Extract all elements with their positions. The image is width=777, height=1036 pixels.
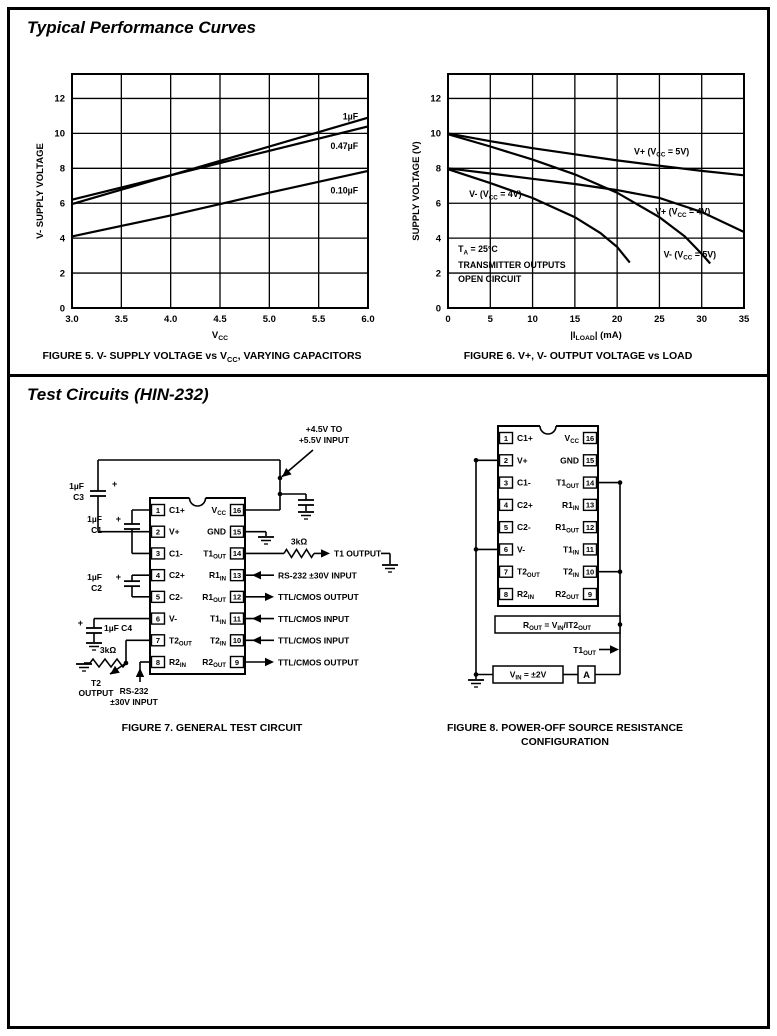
series-line-0 <box>448 133 744 175</box>
svg-text:V+: V+ <box>517 455 528 466</box>
svg-text:R1IN: $R1_{IN}$ <box>209 570 226 583</box>
svg-text:12: 12 <box>232 592 242 602</box>
svg-text:+5.5V INPUT: +5.5V INPUT <box>298 435 350 445</box>
svg-text:C2+: C2+ <box>517 499 533 510</box>
svg-text:11: 11 <box>233 614 241 624</box>
svg-text:R2OUT: $R2_{OUT}$ <box>555 589 579 602</box>
svg-text:4: 4 <box>503 500 509 510</box>
svg-text:0: 0 <box>59 303 65 315</box>
svg-text:R2OUT: $R2_{OUT}$ <box>202 657 226 670</box>
svg-text:12: 12 <box>585 522 595 532</box>
svg-text:0.10µF: 0.10µF <box>330 185 359 196</box>
svg-text:10: 10 <box>54 128 65 140</box>
svg-text:VIN = ±2V: $V_{IN} = \pm 2V$ <box>509 669 547 682</box>
performance-curves-title: Typical Performance Curves <box>27 18 256 37</box>
svg-text:10: 10 <box>232 636 242 646</box>
section-divider <box>7 374 770 377</box>
svg-text:6: 6 <box>155 614 161 624</box>
svg-text:3: 3 <box>503 478 509 488</box>
svg-text:V+: V+ <box>169 526 180 537</box>
svg-text:6: 6 <box>435 198 441 210</box>
svg-text:3kΩ: 3kΩ <box>290 536 308 547</box>
svg-text:T1OUT: $T1_{OUT}$ <box>556 477 579 490</box>
figure8-circuit <box>458 416 758 716</box>
svg-text:VCC: $V_{CC}$ <box>564 433 579 446</box>
svg-text:13: 13 <box>585 500 595 510</box>
svg-text:0.47µF: 0.47µF <box>330 141 359 152</box>
svg-text:3: 3 <box>155 549 161 559</box>
figure8-caption-line2: CONFIGURATION <box>521 735 609 748</box>
svg-text:16: 16 <box>585 433 595 443</box>
svg-text:+4.5V TO: +4.5V TO <box>305 424 343 434</box>
svg-text:T1 OUTPUT: T1 OUTPUT <box>334 548 382 559</box>
svg-text:9: 9 <box>587 589 593 599</box>
svg-text:12: 12 <box>54 93 65 105</box>
figure5-caption: FIGURE 5. V- SUPPLY VOLTAGE vs $V_{CC}$, VARYING CAPACITORS <box>42 350 362 365</box>
svg-text:5: 5 <box>503 522 509 532</box>
svg-text:TRANSMITTER OUTPUTS: TRANSMITTER OUTPUTS <box>458 259 566 270</box>
svg-text:OUTPUT: OUTPUT <box>78 688 114 698</box>
svg-text:1µF C4: 1µF C4 <box>104 623 133 633</box>
svg-text:1µF: 1µF <box>69 481 84 491</box>
svg-text:10: 10 <box>430 128 441 140</box>
svg-text:10: 10 <box>527 314 538 325</box>
svg-text:35: 35 <box>738 314 750 325</box>
svg-text:T2IN: $T2_{IN}$ <box>209 635 226 648</box>
svg-text:+: + <box>77 618 83 628</box>
svg-text:V- SUPPLY VOLTAGE: V- SUPPLY VOLTAGE <box>35 143 46 239</box>
svg-text:14: 14 <box>585 478 595 488</box>
svg-text:TTL/CMOS INPUT: TTL/CMOS INPUT <box>278 613 350 624</box>
svg-text:|ILOAD| (mA): $|I_{LOAD}|$ (mA) <box>570 330 622 343</box>
svg-text:T2IN: $T2_{IN}$ <box>562 566 579 579</box>
svg-text:+: + <box>115 572 121 583</box>
svg-text:C2: C2 <box>91 583 102 594</box>
svg-text:12: 12 <box>430 93 441 105</box>
svg-text:T2OUT: $T2_{OUT}$ <box>169 635 192 648</box>
svg-text:ROUT = VIN/IT2OUT: $R_{OUT} = V_{IN}/IT2_{OUT}$ <box>523 620 591 633</box>
svg-text:6: 6 <box>59 198 65 210</box>
svg-text:1: 1 <box>503 433 509 443</box>
svg-text:TTL/CMOS OUTPUT: TTL/CMOS OUTPUT <box>278 592 359 603</box>
svg-text:C1+: C1+ <box>517 433 533 443</box>
svg-text:R1IN: $R1_{IN}$ <box>562 499 579 513</box>
svg-text:T2: T2 <box>91 678 101 688</box>
svg-text:14: 14 <box>232 549 242 559</box>
svg-text:V-: V- <box>169 613 178 624</box>
svg-text:6.0: 6.0 <box>361 314 375 325</box>
svg-text:VCC: $V_{CC}$ <box>211 505 226 518</box>
svg-text:8: 8 <box>503 589 509 599</box>
tick-labels <box>54 94 374 325</box>
svg-text:V+ (VCC = 5V): $V+ (V_{CC} = 5V)$ <box>634 146 690 159</box>
svg-text:2: 2 <box>503 456 509 466</box>
svg-text:4: 4 <box>59 233 65 245</box>
svg-text:25: 25 <box>654 314 665 325</box>
svg-text:GND: GND <box>560 455 579 466</box>
test-circuits-title: Test Circuits (HIN-232) <box>27 385 209 404</box>
svg-text:R1OUT: $R1_{OUT}$ <box>202 591 226 605</box>
svg-text:10: 10 <box>585 567 595 577</box>
figure7-circuit <box>28 416 418 726</box>
svg-text:RS-232: RS-232 <box>119 686 149 696</box>
svg-text:2: 2 <box>59 268 65 280</box>
svg-text:A: A <box>583 670 590 681</box>
svg-text:C1+: C1+ <box>169 505 185 515</box>
svg-text:1µF: 1µF <box>87 572 102 583</box>
svg-text:VCC: $V_{CC}$ <box>211 330 229 343</box>
svg-text:11: 11 <box>586 545 594 555</box>
svg-text:+: + <box>112 479 118 489</box>
svg-text:TTL/CMOS OUTPUT: TTL/CMOS OUTPUT <box>278 657 359 668</box>
svg-text:13: 13 <box>232 570 242 580</box>
svg-text:+: + <box>115 514 121 524</box>
figure8-caption <box>400 722 730 749</box>
svg-text:1: 1 <box>155 505 161 515</box>
svg-text:V- (VCC = 5V): V- $(V_{CC} = 5V)$ <box>663 249 717 262</box>
figure7-caption: FIGURE 7. GENERAL TEST CIRCUIT <box>121 722 303 734</box>
figure5-chart <box>30 60 375 350</box>
svg-text:2: 2 <box>435 268 441 280</box>
svg-text:R2IN: $R2_{IN}$ <box>169 657 186 670</box>
svg-text:3.0: 3.0 <box>65 314 79 325</box>
svg-text:C2-: C2- <box>517 522 531 533</box>
svg-text:V- (VCC = 4V): V- $(V_{CC} = 4V)$ <box>469 189 522 202</box>
svg-text:±30V INPUT: ±30V INPUT <box>110 697 158 707</box>
svg-text:16: 16 <box>232 505 242 515</box>
svg-text:2: 2 <box>155 527 161 537</box>
svg-text:V-: V- <box>517 544 526 555</box>
svg-text:6: 6 <box>503 545 509 555</box>
svg-text:15: 15 <box>569 314 581 325</box>
svg-text:TA = 25°C: $T_A = 25^\circ C$ <box>458 244 498 257</box>
svg-text:OPEN CIRCUIT: OPEN CIRCUIT <box>458 273 522 284</box>
svg-text:15: 15 <box>585 456 595 466</box>
svg-text:20: 20 <box>611 314 623 325</box>
svg-text:4.0: 4.0 <box>164 314 178 325</box>
svg-text:T1OUT: $T1_{OUT}$ <box>573 645 596 658</box>
svg-text:5.5: 5.5 <box>312 314 326 325</box>
svg-text:V+ (VCC = 4V): $V+ (V_{CC} = 4V)$ <box>655 206 711 219</box>
svg-text:7: 7 <box>155 636 161 646</box>
svg-text:C1-: C1- <box>169 548 183 559</box>
svg-text:5: 5 <box>155 592 161 602</box>
ic-body <box>150 498 245 674</box>
svg-text:1µF: 1µF <box>342 111 359 122</box>
svg-text:C2+: C2+ <box>169 570 185 581</box>
svg-text:4: 4 <box>435 233 441 245</box>
svg-text:3kΩ: 3kΩ <box>99 645 117 655</box>
svg-text:7: 7 <box>503 567 509 577</box>
svg-text:C3: C3 <box>73 492 84 502</box>
svg-text:5.0: 5.0 <box>262 314 276 325</box>
svg-text:T1IN: $T1_{IN}$ <box>562 544 579 557</box>
svg-text:RS-232 ±30V INPUT: RS-232 ±30V INPUT <box>278 570 357 581</box>
svg-text:C1: C1 <box>91 525 102 535</box>
figure8-caption-line1: FIGURE 8. POWER-OFF SOURCE RESISTANCE <box>446 722 684 734</box>
figure6-caption: FIGURE 6. V+, V- OUTPUT VOLTAGE vs LOAD <box>463 350 693 362</box>
svg-text:5: 5 <box>487 314 493 325</box>
svg-text:GND: GND <box>207 526 226 537</box>
figure6-chart <box>406 60 751 350</box>
svg-text:8: 8 <box>59 163 65 175</box>
svg-text:3.5: 3.5 <box>114 314 128 325</box>
svg-text:R2IN: $R2_{IN}$ <box>517 589 534 602</box>
ic-body <box>498 426 598 606</box>
svg-text:T1IN: $T1_{IN}$ <box>209 613 226 626</box>
svg-text:8: 8 <box>435 163 441 175</box>
svg-text:TTL/CMOS INPUT: TTL/CMOS INPUT <box>278 635 350 646</box>
svg-text:8: 8 <box>155 657 161 667</box>
svg-text:0: 0 <box>435 303 441 315</box>
svg-text:T2OUT: $T2_{OUT}$ <box>517 566 540 579</box>
svg-text:30: 30 <box>696 314 708 325</box>
svg-text:0: 0 <box>445 314 451 325</box>
svg-text:4: 4 <box>155 570 161 580</box>
svg-text:C2-: C2- <box>169 591 183 602</box>
svg-text:9: 9 <box>234 657 240 667</box>
svg-text:SUPPLY VOLTAGE (V): SUPPLY VOLTAGE (V) <box>411 141 422 241</box>
svg-text:15: 15 <box>232 527 242 537</box>
svg-text:T1OUT: $T1_{OUT}$ <box>203 548 226 561</box>
svg-text:1µF: 1µF <box>87 514 102 524</box>
svg-text:4.5: 4.5 <box>213 314 227 325</box>
svg-text:R1OUT: $R1_{OUT}$ <box>555 522 579 535</box>
svg-text:C1-: C1- <box>517 477 531 488</box>
